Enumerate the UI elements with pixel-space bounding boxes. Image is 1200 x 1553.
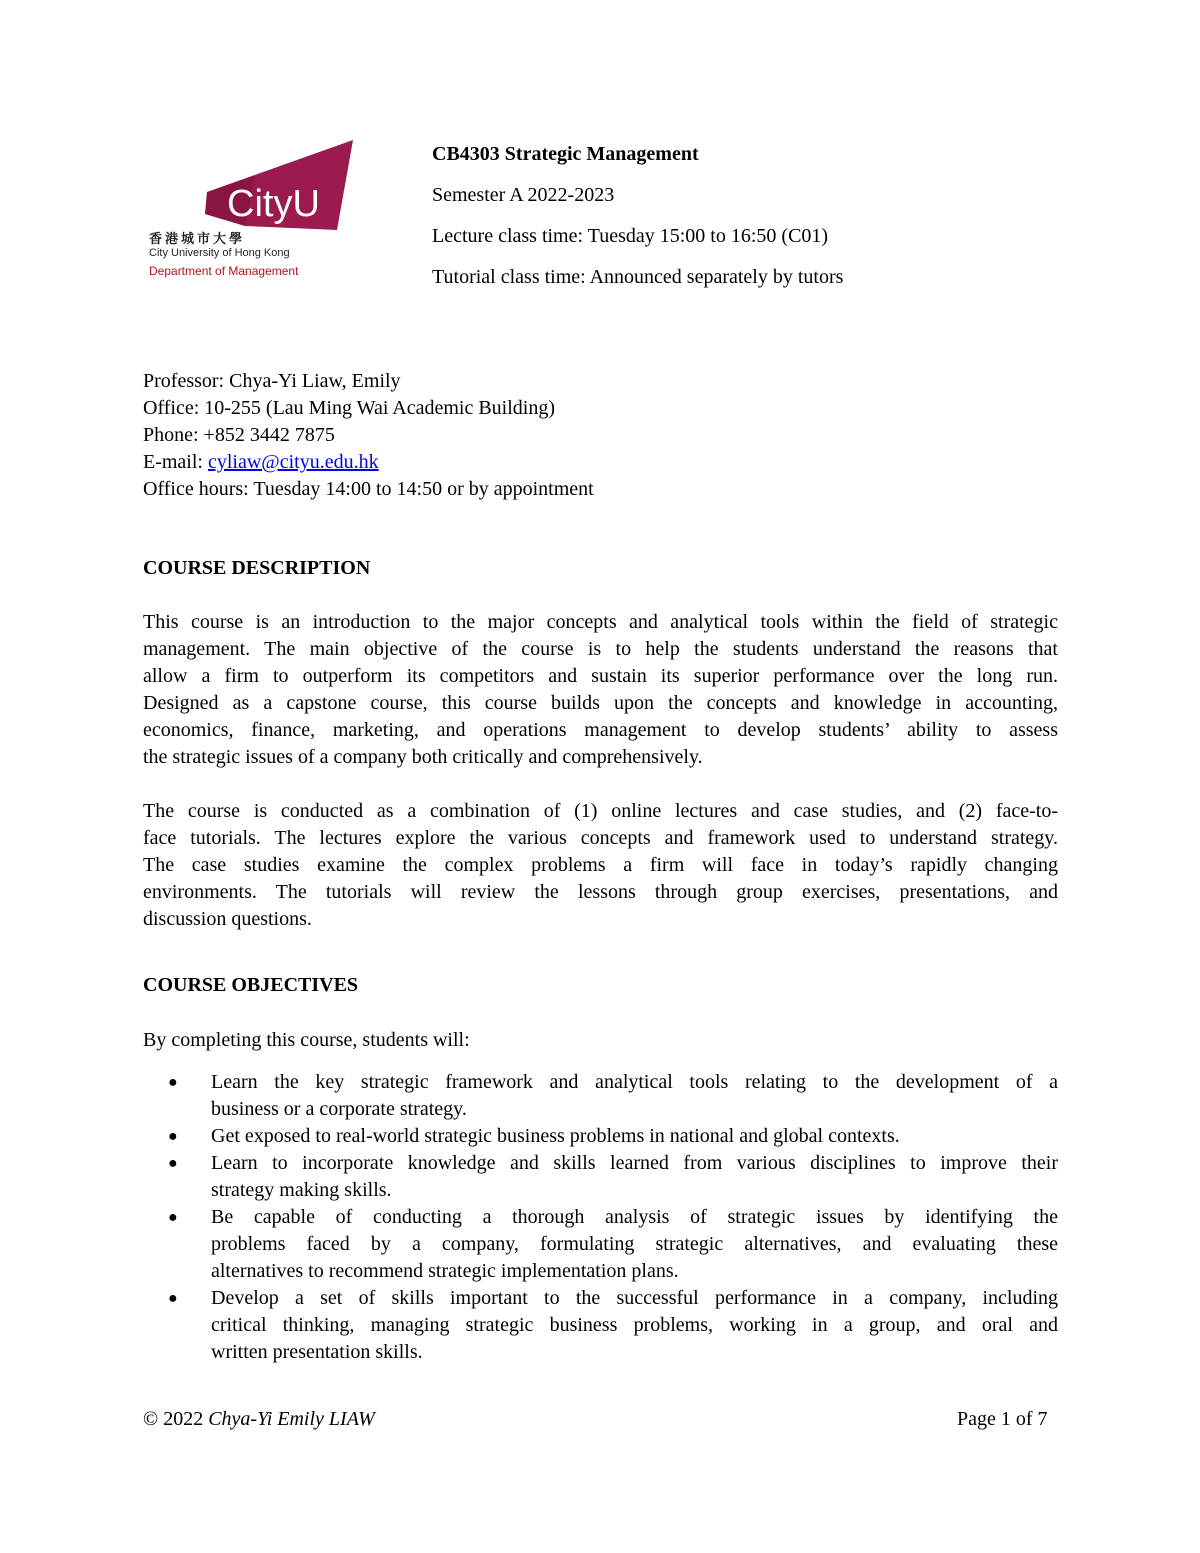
email-line xyxy=(143,449,594,476)
page-number: Page 1 of 7 xyxy=(957,1408,1048,1430)
text-line: The case studies examine the complex problems a firm will face in today’s rapidly changing xyxy=(143,854,1058,876)
text-line: allow a firm to outperform its competitors and sustain its superior performance over the long run. xyxy=(143,665,1058,687)
text-line: alternatives to recommend strategic implementation plans. xyxy=(211,1260,679,1282)
text-line: This course is an introduction to the major concepts and analytical tools within the field of strategic xyxy=(143,611,1058,633)
cityu-logo xyxy=(145,140,365,285)
logo-chinese-name: 香港城市大學 xyxy=(149,232,246,247)
text-line: Develop a set of skills important to the successful performance in a company, including xyxy=(211,1287,1058,1309)
semester: Semester A 2022-2023 xyxy=(432,184,615,206)
objectives-intro xyxy=(143,1027,1058,1054)
bullet-icon: ● xyxy=(168,1128,178,1145)
course-header xyxy=(432,144,843,308)
objectives-list xyxy=(143,1069,1058,1366)
description-paragraph-1 xyxy=(143,609,1058,771)
text-line: the strategic issues of a company both critically and comprehensively. xyxy=(143,746,703,768)
copyright-prefix: © 2022 xyxy=(143,1408,209,1430)
office-hours-line: Office hours: Tuesday 14:00 to 14:50 or by appointment xyxy=(143,478,594,500)
text-line: business or a corporate strategy. xyxy=(211,1098,467,1120)
text-line: Be capable of conducting a thorough analysis of strategic issues by identifying the xyxy=(211,1206,1058,1228)
course-description-heading: COURSE DESCRIPTION xyxy=(143,557,371,579)
text-line: Designed as a capstone course, this course builds upon the concepts and knowledge in accounting, xyxy=(143,692,1058,714)
text-line: Get exposed to real-world strategic business problems in national and global contexts. xyxy=(211,1125,900,1147)
bullet-icon: ● xyxy=(168,1155,178,1172)
description-paragraph-2 xyxy=(143,798,1058,933)
logo-english-name: City University of Hong Kong xyxy=(149,247,290,259)
professor-line: Professor: Chya-Yi Liaw, Emily xyxy=(143,370,401,392)
office-line: Office: 10-255 (Lau Ming Wai Academic Building) xyxy=(143,397,556,419)
text-line: economics, finance, marketing, and operations management to develop students’ ability to assess xyxy=(143,719,1058,741)
text-line: Learn the key strategic framework and analytical tools relating to the development of a xyxy=(211,1071,1058,1093)
text-line: Learn to incorporate knowledge and skills learned from various disciplines to improve their xyxy=(211,1152,1058,1174)
lecture-time: Lecture class time: Tuesday 15:00 to 16:50 (C01) xyxy=(432,225,829,247)
list-item xyxy=(143,1204,1058,1285)
footer-copyright xyxy=(143,1408,375,1431)
bullet-icon: ● xyxy=(168,1209,178,1226)
email-label: E-mail: xyxy=(143,451,208,473)
list-item xyxy=(143,1069,1058,1123)
text-line: strategy making skills. xyxy=(211,1179,392,1201)
tutorial-time: Tutorial class time: Announced separately by tutors xyxy=(432,266,844,288)
list-item xyxy=(143,1123,1058,1150)
course-objectives-heading: COURSE OBJECTIVES xyxy=(143,974,359,996)
logo-wordmark: CityU xyxy=(227,183,320,225)
cityu-logo-mark xyxy=(145,140,365,230)
text-line: critical thinking, managing strategic business problems, working in a group, and oral and xyxy=(211,1314,1058,1336)
text-line: discussion questions. xyxy=(143,908,312,930)
bullet-icon: ● xyxy=(168,1290,178,1307)
phone-line: Phone: +852 3442 7875 xyxy=(143,424,335,446)
text-line: written presentation skills. xyxy=(211,1341,423,1363)
contact-info xyxy=(143,368,594,503)
list-item xyxy=(143,1285,1058,1366)
text-line: By completing this course, students will: xyxy=(143,1029,470,1051)
text-line: environments. The tutorials will review the lessons through group exercises, presentations, and xyxy=(143,881,1058,903)
course-title: CB4303 Strategic Management xyxy=(432,143,699,165)
text-line: face tutorials. The lectures explore the various concepts and framework used to understand strategy. xyxy=(143,827,1058,849)
list-item xyxy=(143,1150,1058,1204)
text-line: The course is conducted as a combination of (1) online lectures and case studies, and (2) face-to- xyxy=(143,800,1058,822)
text-line: management. The main objective of the course is to help the students understand the reasons that xyxy=(143,638,1058,660)
logo-department: Department of Management xyxy=(149,264,299,278)
footer-author: Chya-Yi Emily LIAW xyxy=(208,1408,375,1430)
email-link[interactable]: cyliaw@cityu.edu.hk xyxy=(207,451,379,473)
text-line: problems faced by a company, formulating strategic alternatives, and evaluating these xyxy=(211,1233,1058,1255)
bullet-icon: ● xyxy=(168,1074,178,1091)
